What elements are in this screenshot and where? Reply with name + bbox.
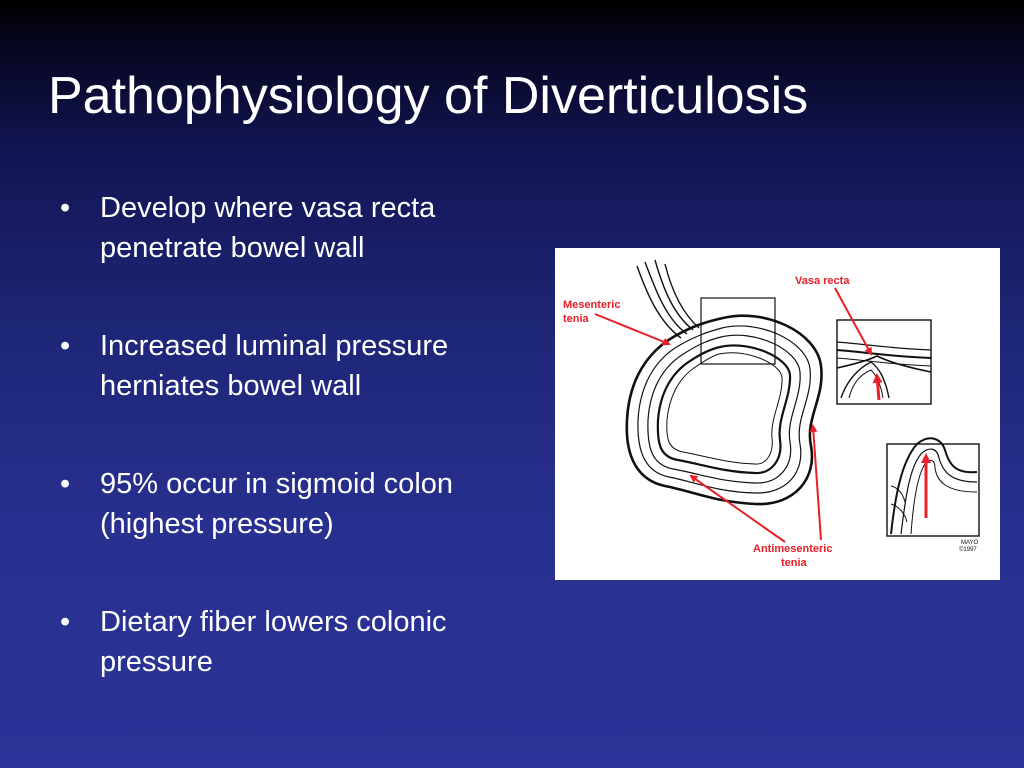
bullet-text: Dietary fiber lowers colonic pressure <box>100 606 447 678</box>
bowel-cross-section <box>627 316 822 504</box>
illustration-svg <box>555 248 1000 580</box>
bullet-text: Increased luminal pressure herniates bowel wall <box>100 330 449 402</box>
label-antimesenteric-tenia: tenia <box>781 557 807 569</box>
bullet-text: Develop where vasa recta penetrate bowel wall <box>100 192 436 264</box>
bullet-dot: • <box>60 330 71 362</box>
bullet-item <box>60 602 530 682</box>
bullet-dot: • <box>60 606 71 638</box>
bullet-item <box>60 326 530 406</box>
vasa-recta-detail <box>837 320 931 404</box>
credit-year: ©1997 <box>959 547 977 553</box>
label-mesenteric: Mesenteric <box>563 299 621 311</box>
mesentery-shape <box>637 260 699 338</box>
bullet-list <box>60 188 530 740</box>
bullet-item <box>60 188 530 268</box>
herniation-detail <box>887 438 979 536</box>
label-mesenteric-tenia: tenia <box>563 313 589 325</box>
bullet-dot: • <box>60 468 71 500</box>
bullet-text: 95% occur in sigmoid colon (highest pressure) <box>100 468 454 540</box>
slide-title: Pathophysiology of Diverticulosis <box>48 67 809 125</box>
credit-mark: MAYO <box>961 540 979 546</box>
label-vasa-recta: Vasa recta <box>795 275 850 287</box>
bullet-item <box>60 464 530 544</box>
label-antimesenteric: Antimesenteric <box>753 543 833 555</box>
diverticulosis-illustration <box>555 248 1000 580</box>
bullet-dot: • <box>60 192 71 224</box>
